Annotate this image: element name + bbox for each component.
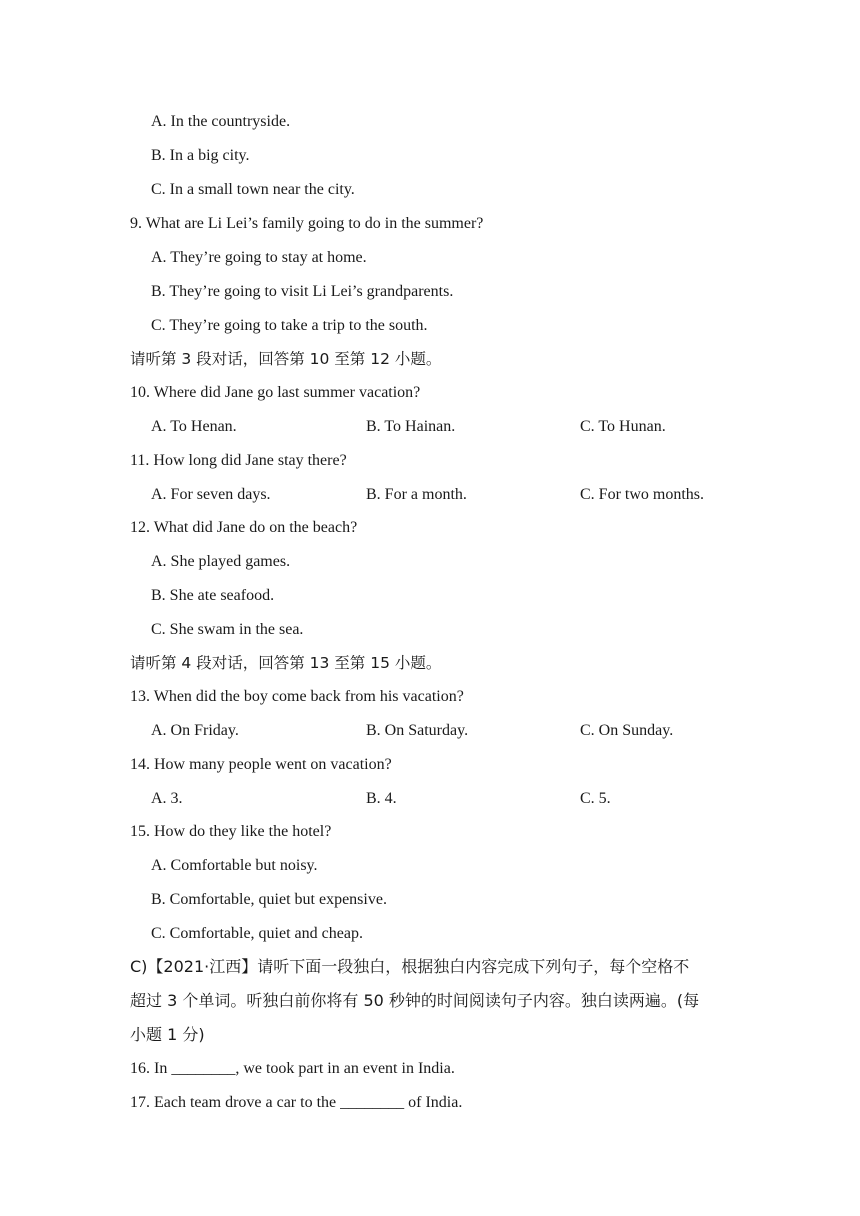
q8-option-c: C. In a small town near the city. xyxy=(151,181,355,198)
section-4-instruction: 请听第 4 段对话，回答第 13 至第 15 小题。 xyxy=(130,654,442,672)
q10-stem: 10. Where did Jane go last summer vacation? xyxy=(130,384,421,401)
q11-option-c: C. For two months. xyxy=(580,486,705,503)
part-c-line-2: 超过 3 个单词。听独白前你将有 50 秒钟的时间阅读句子内容。独白读两遍。(每 xyxy=(130,991,700,1010)
q14-option-c: C. 5. xyxy=(580,790,611,807)
q12-stem: 12. What did Jane do on the beach? xyxy=(130,519,358,536)
q12-option-a: A. She played games. xyxy=(151,553,291,570)
q14-stem: 14. How many people went on vacation? xyxy=(130,756,392,773)
q9-option-b: B. They’re going to visit Li Lei’s grandparents. xyxy=(151,283,454,300)
q16-sentence: 16. In ________, we took part in an event in India. xyxy=(130,1060,455,1077)
q17-sentence: 17. Each team drove a car to the ________ of India. xyxy=(130,1094,463,1111)
q11-stem: 11. How long did Jane stay there? xyxy=(130,452,347,469)
q9-stem: 9. What are Li Lei’s family going to do in the summer? xyxy=(130,215,484,232)
part-c-instruction xyxy=(130,950,730,1052)
q9-option-c: C. They’re going to take a trip to the south. xyxy=(151,317,428,334)
q9-option-a: A. They’re going to stay at home. xyxy=(151,249,367,266)
q11-option-b: B. For a month. xyxy=(366,486,467,503)
q13-option-c: C. On Sunday. xyxy=(580,722,674,739)
q15-stem: 15. How do they like the hotel? xyxy=(130,823,332,840)
q8-option-a: A. In the countryside. xyxy=(151,113,291,130)
q13-option-b: B. On Saturday. xyxy=(366,722,469,739)
q11-option-a: A. For seven days. xyxy=(151,486,271,503)
q14-option-a: A. 3. xyxy=(151,790,183,807)
q15-option-b: B. Comfortable, quiet but expensive. xyxy=(151,891,387,908)
q15-option-a: A. Comfortable but noisy. xyxy=(151,857,318,874)
q15-option-c: C. Comfortable, quiet and cheap. xyxy=(151,925,363,942)
q13-option-a: A. On Friday. xyxy=(151,722,239,739)
q10-option-b: B. To Hainan. xyxy=(366,418,456,435)
section-3-instruction: 请听第 3 段对话，回答第 10 至第 12 小题。 xyxy=(130,350,442,368)
q8-option-b: B. In a big city. xyxy=(151,147,250,164)
q10-option-a: A. To Henan. xyxy=(151,418,237,435)
q12-option-b: B. She ate seafood. xyxy=(151,587,275,604)
q14-option-b: B. 4. xyxy=(366,790,397,807)
part-c-line-1: C)【2021·江西】请听下面一段独白，根据独白内容完成下列句子，每个空格不 xyxy=(130,957,690,976)
q10-option-c: C. To Hunan. xyxy=(580,418,666,435)
part-c-line-3: 小题 1 分) xyxy=(130,1025,205,1044)
q13-stem: 13. When did the boy come back from his vacation? xyxy=(130,688,464,705)
q12-option-c: C. She swam in the sea. xyxy=(151,621,304,638)
